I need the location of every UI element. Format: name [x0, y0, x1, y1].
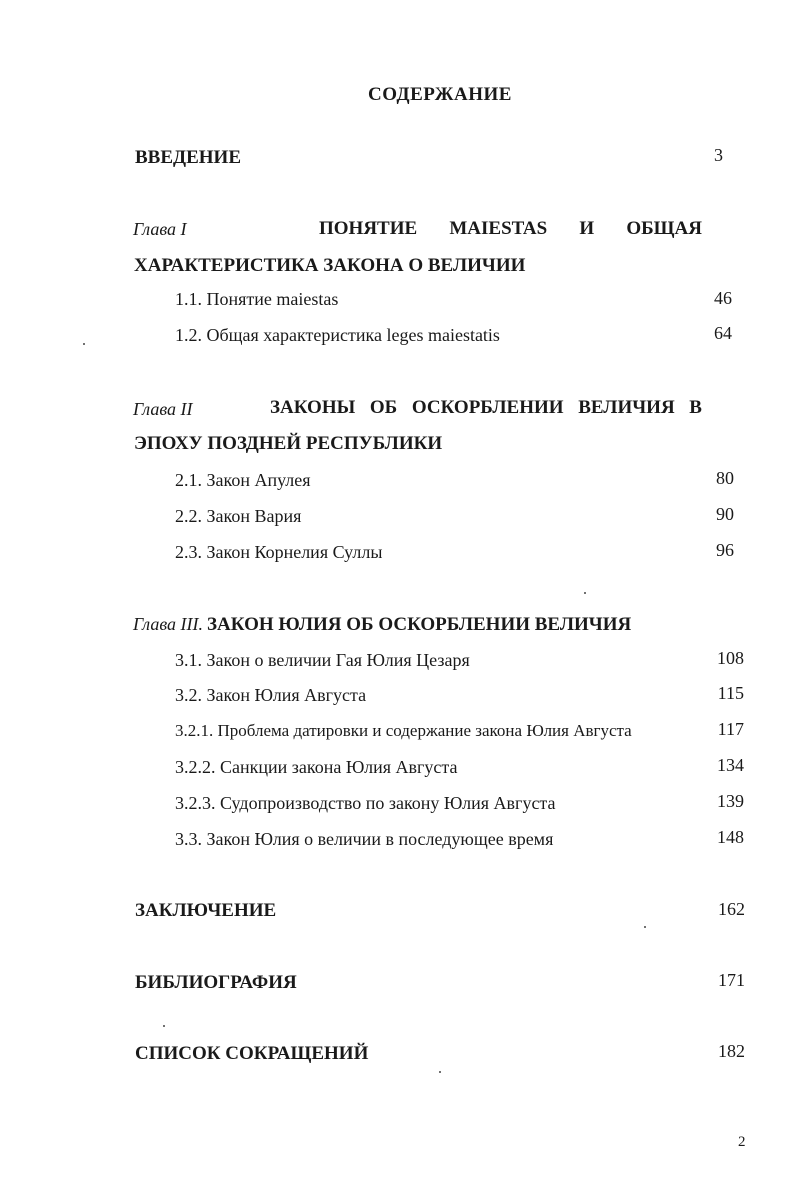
section-3-2-2-page: 134 — [717, 755, 744, 775]
chapter2-word: ВЕЛИЧИЯ — [578, 397, 675, 418]
toc-conclusion-page: 162 — [718, 899, 745, 919]
section-3-3: 3.3. Закон Юлия о величии в последующее время — [175, 829, 554, 849]
chapter1-title-line2: ХАРАКТЕРИСТИКА ЗАКОНА О ВЕЛИЧИИ — [134, 255, 526, 276]
chapter2-label: Глава II — [133, 399, 193, 419]
toc-intro-page: 3 — [714, 145, 723, 165]
section-2-3: 2.3. Закон Корнелия Суллы — [175, 542, 383, 562]
chapter1-title-line1 — [319, 218, 702, 240]
toc-intro-label: ВВЕДЕНИЕ — [135, 147, 241, 168]
chapter3-label: Глава III. — [133, 614, 204, 634]
section-3-2-1: 3.2.1. Проблема датировки и содержание закона Юлия Августа — [175, 721, 632, 740]
toc-bibliography-label: БИБЛИОГРАФИЯ — [135, 972, 297, 993]
chapter2-word: ЗАКОНЫ — [270, 397, 356, 418]
section-3-1-page: 108 — [717, 648, 744, 668]
chapter3-title: ЗАКОН ЮЛИЯ ОБ ОСКОРБЛЕНИИ ВЕЛИЧИЯ — [207, 614, 632, 635]
chapter1-word: ПОНЯТИЕ — [319, 218, 418, 239]
scan-speck — [644, 926, 646, 928]
scan-speck — [163, 1025, 165, 1027]
section-1-2: 1.2. Общая характеристика leges maiestatis — [175, 325, 500, 345]
chapter2-word: ОБ — [369, 397, 398, 418]
chapter1-word: И — [579, 218, 595, 239]
chapter2-title-line2: ЭПОХУ ПОЗДНЕЙ РЕСПУБЛИКИ — [134, 433, 443, 454]
section-1-1: 1.1. Понятие maiestas — [175, 289, 339, 309]
section-1-2-page: 64 — [714, 323, 732, 343]
section-2-1-page: 80 — [716, 468, 734, 488]
toc-conclusion-label: ЗАКЛЮЧЕНИЕ — [135, 900, 277, 921]
chapter2-word: ОСКОРБЛЕНИИ — [411, 397, 564, 418]
section-3-2-3: 3.2.3. Судопроизводство по закону Юлия Августа — [175, 793, 556, 813]
toc-abbreviations-page: 182 — [718, 1041, 745, 1061]
scan-speck — [83, 343, 85, 345]
scan-speck — [584, 592, 586, 594]
section-1-1-page: 46 — [714, 288, 732, 308]
section-2-2: 2.2. Закон Вария — [175, 506, 302, 526]
chapter1-word: ОБЩАЯ — [626, 218, 702, 239]
chapter2-title-line1 — [270, 397, 702, 419]
section-3-2: 3.2. Закон Юлия Августа — [175, 685, 367, 705]
scan-speck — [439, 1071, 441, 1073]
chapter2-word: В — [689, 397, 702, 418]
page-number: 2 — [738, 1134, 746, 1150]
section-3-2-page: 115 — [717, 683, 744, 703]
section-3-2-2: 3.2.2. Санкции закона Юлия Августа — [175, 757, 458, 777]
section-3-1: 3.1. Закон о величии Гая Юлия Цезаря — [175, 650, 470, 670]
section-2-1: 2.1. Закон Апулея — [175, 470, 311, 490]
section-2-3-page: 96 — [716, 540, 734, 560]
chapter1-label: Глава I — [133, 219, 187, 239]
toc-abbreviations-label: СПИСОК СОКРАЩЕНИЙ — [135, 1043, 369, 1064]
chapter3-heading — [133, 614, 631, 636]
toc-title: СОДЕРЖАНИЕ — [368, 84, 512, 105]
chapter1-word: MAIESTAS — [449, 218, 548, 239]
section-3-2-1-page: 117 — [717, 719, 744, 739]
toc-bibliography-page: 171 — [718, 970, 745, 990]
section-3-2-3-page: 139 — [717, 791, 744, 811]
section-2-2-page: 90 — [716, 504, 734, 524]
section-3-3-page: 148 — [717, 827, 744, 847]
